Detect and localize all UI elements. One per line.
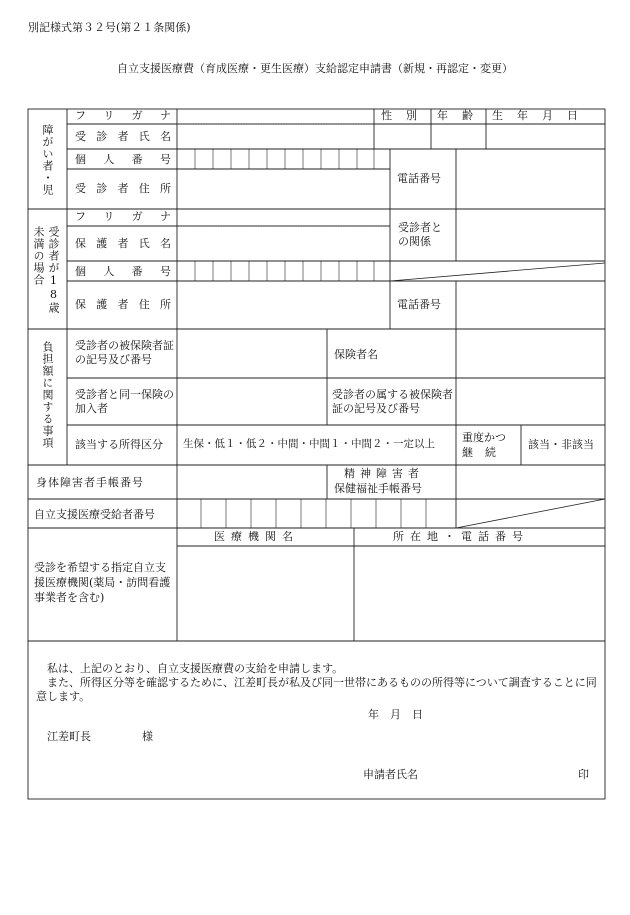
guardian-address-label: 保 護 者 住 所 <box>75 298 171 311</box>
guardian-phone-label: 電話番号 <box>397 298 441 311</box>
addressee: 江差町長 <box>47 730 91 743</box>
facility-label: 受診を希望する指定自立支援医療機関(薬局・訪問看護事業者を含む) <box>34 561 171 604</box>
severe-continuing-line1: 重度かつ <box>462 431 506 444</box>
guardian-id-label: 個 人 番 号 <box>75 265 171 278</box>
patient-furigana-label: フ リ ガ ナ <box>75 109 171 122</box>
declaration-line2: また、所得区分等を確認するために、江差町長が私及び同一世帯にあるものの所得等について調査することに同意します。 <box>36 676 597 703</box>
declaration-line1: 私は、上記のとおり、自立支援医療費の支給を申請します。 <box>47 662 344 675</box>
facility-address-column: 所在地・電話番号 <box>393 530 529 543</box>
patient-group-label: 障がい者・児 <box>41 124 54 196</box>
facility-name-column: 医療機関名 <box>214 530 299 543</box>
mental-cert-label-line2: 保健福祉手帳番号 <box>334 482 422 495</box>
guardian-name-label: 保 護 者 氏 名 <box>75 237 171 250</box>
insured-card-label: 受診者の属する被保険者証の記号及び番号 <box>332 388 453 415</box>
mental-cert-label-line1: 精神障害者 <box>344 467 424 480</box>
same-insurance-label: 受診者と同一保険の加入者 <box>75 388 174 415</box>
addressee-sama: 様 <box>142 730 153 743</box>
form-number: 別記様式第３２号(第２１条関係) <box>28 21 191 34</box>
guardian-group-label-line2: 未満の場合 <box>32 226 45 286</box>
physical-cert-label: 身体障害者手帳番号 <box>36 476 144 489</box>
declaration-date: 年 月 日 <box>368 708 423 721</box>
seal-mark: 印 <box>578 768 589 781</box>
burden-group-label: 負担額に関する事項 <box>41 341 54 449</box>
guardian-furigana-label: フ リ ガ ナ <box>75 210 171 223</box>
patient-phone-label: 電話番号 <box>397 172 441 185</box>
income-class-label: 該当する所得区分 <box>75 438 163 451</box>
form-title: 自立支援医療費（育成医療・更生医療）支給認定申請書（新規・再認定・変更） <box>117 62 513 75</box>
patient-address-label: 受 診 者 住 所 <box>75 182 171 195</box>
age-label: 年齢 <box>437 109 487 122</box>
guardian-relation-label: 受診者との関係 <box>398 221 442 248</box>
severe-continuing-line2: 継続 <box>462 446 508 459</box>
recipient-number-label: 自立支援医療受給者番号 <box>34 508 155 521</box>
applicant-name-label: 申請者氏名 <box>363 768 418 781</box>
insurance-card-label: 受診者の被保険者証の記号及び番号 <box>75 339 174 366</box>
gender-label: 性別 <box>381 109 431 122</box>
birthdate-label: 生年月日 <box>492 109 592 122</box>
applicable-options[interactable]: 該当・非該当 <box>528 438 594 451</box>
guardian-group-label-line1: 受診者が18歳 <box>47 226 60 314</box>
patient-name-label: 受 診 者 氏 名 <box>75 130 171 143</box>
patient-id-label: 個 人 番 号 <box>75 153 171 166</box>
insurer-name-label: 保険者名 <box>334 348 378 361</box>
income-options[interactable]: 生保・低１・低２・中間・中間１・中間２・一定以上 <box>183 438 435 450</box>
